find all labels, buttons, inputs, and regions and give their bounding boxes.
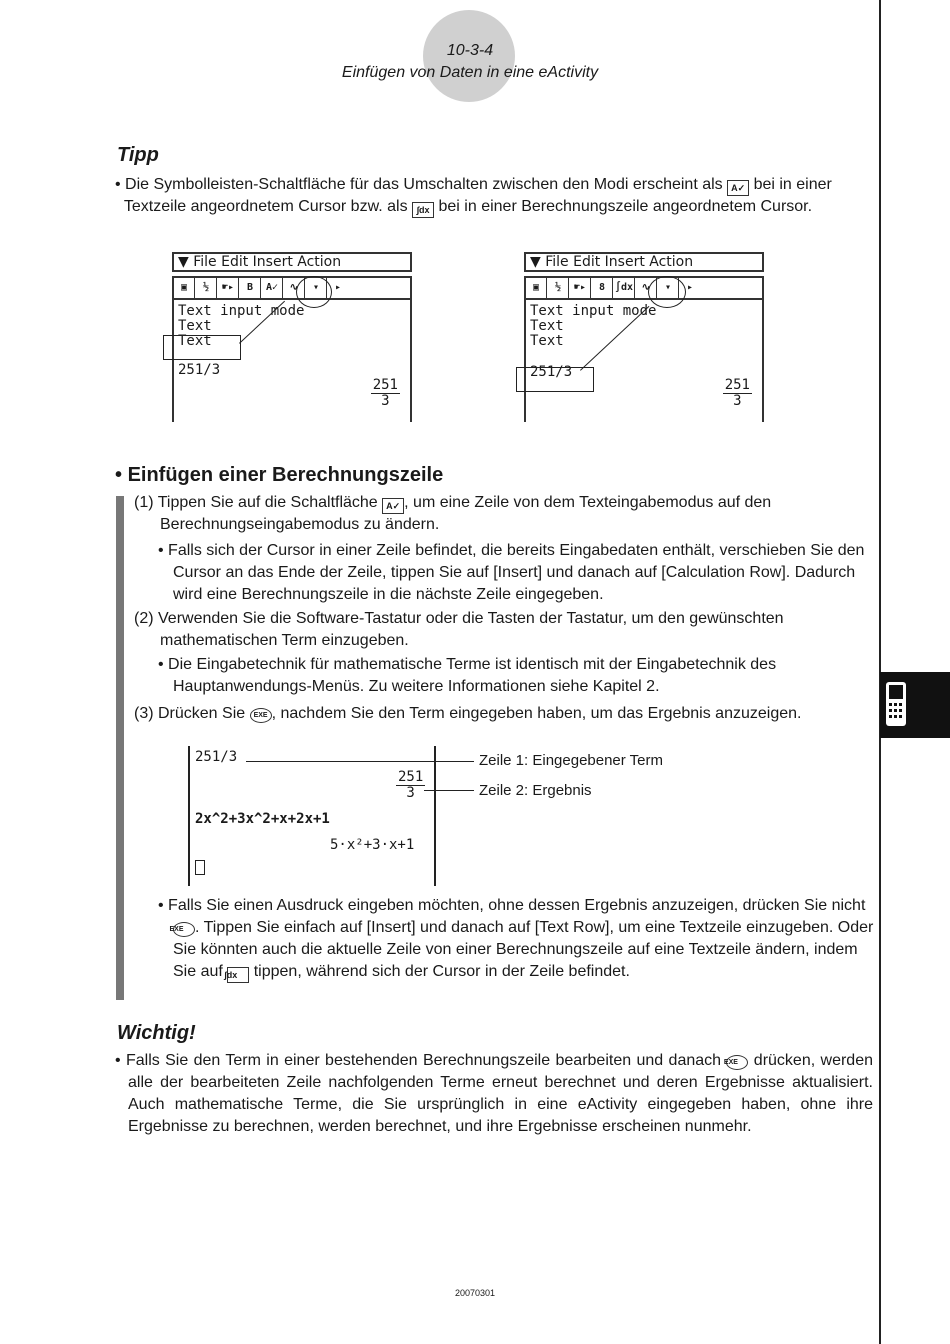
toolbar	[524, 276, 764, 300]
callout-box	[163, 335, 241, 360]
text-mode-icon: A✓	[382, 498, 404, 514]
example-result: $\frac{251}{3}$	[398, 769, 424, 801]
scroll-right-icon: ▸	[334, 282, 342, 293]
screen-expr: 251/3	[178, 362, 221, 378]
screen-line: Text	[530, 318, 564, 334]
cursor-icon	[195, 860, 205, 875]
section-side-bar	[116, 496, 124, 1000]
exe-key-icon: EXE	[250, 708, 272, 723]
example-poly-result: 5·x²+3·x+1	[330, 837, 415, 853]
label-line-2: Zeile 2: Ergebnis	[479, 782, 592, 799]
chapter-title: Einfügen von Daten in eine eActivity	[341, 64, 599, 81]
calc-screen	[524, 300, 764, 422]
example-poly-input: 2x^2+3x^2+x+2x+1	[195, 811, 330, 827]
label-line-1: Zeile 1: Eingegebener Term	[479, 752, 663, 769]
screen-line: Text	[178, 333, 212, 349]
tipp-text: • Die Symbolleisten-Schaltfläche für das Umschalten zwischen den Modi erscheint als A✓ bei in einer Textzeile angeordnetem Cursor bzw. als ∫dx bei in einer Berechnungszeile angeordnetem Cursor.	[115, 174, 865, 218]
example-expr: 251/3	[195, 749, 238, 765]
graph-icon: ∿	[636, 278, 657, 298]
toolbar	[172, 276, 412, 300]
decimal-icon: ½	[196, 278, 217, 298]
step-2-note: • Die Eingabetechnik für mathematische Terme ist identisch mit der Eingabetechnik des Hauptanwendungs-Menüs. Zu weitere Informationen siehe Kapitel 2.	[158, 656, 777, 695]
screen-line: Text input mode	[178, 303, 305, 319]
scroll-right-icon: ▸	[686, 282, 694, 293]
example-screen	[188, 746, 436, 886]
settings-icon: 8	[592, 278, 613, 298]
screen-line: Text	[178, 318, 212, 334]
chapter-side-tab	[880, 672, 950, 738]
screen-line: Text input mode	[530, 303, 657, 319]
page-number: 10-3-4	[446, 42, 494, 59]
dropdown-icon: ▾	[658, 278, 679, 298]
graph-icon: ∿	[284, 278, 305, 298]
no-result-note: • Falls Sie einen Ausdruck eingeben möchten, ohne dessen Ergebnis anzuzeigen, drücken Sie nicht EXE . Tippen Sie einfach auf [Insert] und danach auf [Text Row], um eine Textzeile einzugeben. Oder Sie könnten auch die aktuelle Zeile von einer Berechnungszeile auf eine Textzeile ändern, indem Sie auf ∫dx tippen, während sich der Cursor in der Zeile befindet.	[158, 895, 879, 983]
run-icon: ☛▸	[570, 278, 591, 298]
step-3: (3) Drücken Sie EXE , nachdem Sie den Term eingegeben haben, um das Ergebnis anzuzeigen.	[134, 705, 802, 722]
footer-code: 20070301	[454, 1288, 496, 1298]
save-icon: ▣	[526, 278, 547, 298]
chevron-down-icon: ▼	[530, 254, 546, 270]
calc-screen	[172, 300, 412, 422]
calc-mode-icon: ∫dx	[614, 278, 635, 298]
step-1-note: • Falls sich der Cursor in einer Zeile befindet, die bereits Eingabedaten enthält, verschieben Sie den Cursor an das Ende der Zeile, tippen Sie auf [Insert] und danach auf [Calculation Row]. Dadurch wird eine Berechnungszeile in die nächste Zeile eingegeben.	[158, 542, 865, 603]
step-1: (1) Tippen Sie auf die Schaltfläche A✓ , um eine Zeile von dem Texteingabemodus auf den Berechnungseingabemodus zu ändern.	[134, 494, 772, 533]
label-leader-2	[424, 790, 474, 791]
wichtig-heading: Wichtig!	[117, 1022, 196, 1044]
text-mode-icon: A✓	[727, 180, 749, 196]
callout-box	[516, 367, 594, 392]
calc-mode-icon: ∫dx	[412, 202, 434, 218]
menu-bar: ▼ File Edit Insert Action	[524, 252, 764, 272]
screen-line: Text	[530, 333, 564, 349]
save-icon: ▣	[174, 278, 195, 298]
wichtig-text: • Falls Sie den Term in einer bestehenden Berechnungszeile bearbeiten und danach EXE drücken, werden alle der bearbeiteten Zeile nachfolgenden Terme erneut berechnet und deren Ergebnisse aktualisiert. Auch mathematische Terme, die Sie ursprünglich in eine eActivity eingegeben haben, ohne ihre Ergebnisse zu berechnen, werden berechnet, und ihre Ergebnisse erscheinen nunmehr.	[115, 1052, 874, 1135]
decimal-icon: ½	[548, 278, 569, 298]
tipp-heading: Tipp	[117, 144, 159, 166]
dropdown-icon: ▾	[306, 278, 327, 298]
label-leader-1	[246, 761, 474, 762]
callout-circle	[648, 276, 686, 308]
bold-button: B	[240, 278, 261, 298]
screen-result: $\frac{251}{3}$	[372, 377, 398, 409]
exe-key-icon: EXE	[173, 922, 195, 937]
calc-mode-icon: ∫dx	[227, 967, 249, 983]
screen-result: $\frac{251}{3}$	[724, 377, 750, 409]
screenshot-calc-mode	[524, 252, 764, 422]
section-heading: • Einfügen einer Berechnungszeile	[115, 464, 444, 486]
menu-bar: ▼ File Edit Insert Action	[172, 252, 412, 272]
screen-expr: 251/3	[530, 364, 573, 380]
text-mode-icon: A✓	[262, 278, 283, 298]
step-2: (2) Verwenden Sie die Software-Tastatur oder die Tasten der Tastatur, um den gewünschten mathematischen Term einzugeben.	[134, 610, 784, 649]
chevron-down-icon: ▼	[178, 254, 194, 270]
calculator-icon	[880, 672, 950, 738]
callout-circle	[296, 276, 332, 308]
run-icon: ☛▸	[218, 278, 239, 298]
exe-key-icon: EXE	[726, 1055, 748, 1070]
